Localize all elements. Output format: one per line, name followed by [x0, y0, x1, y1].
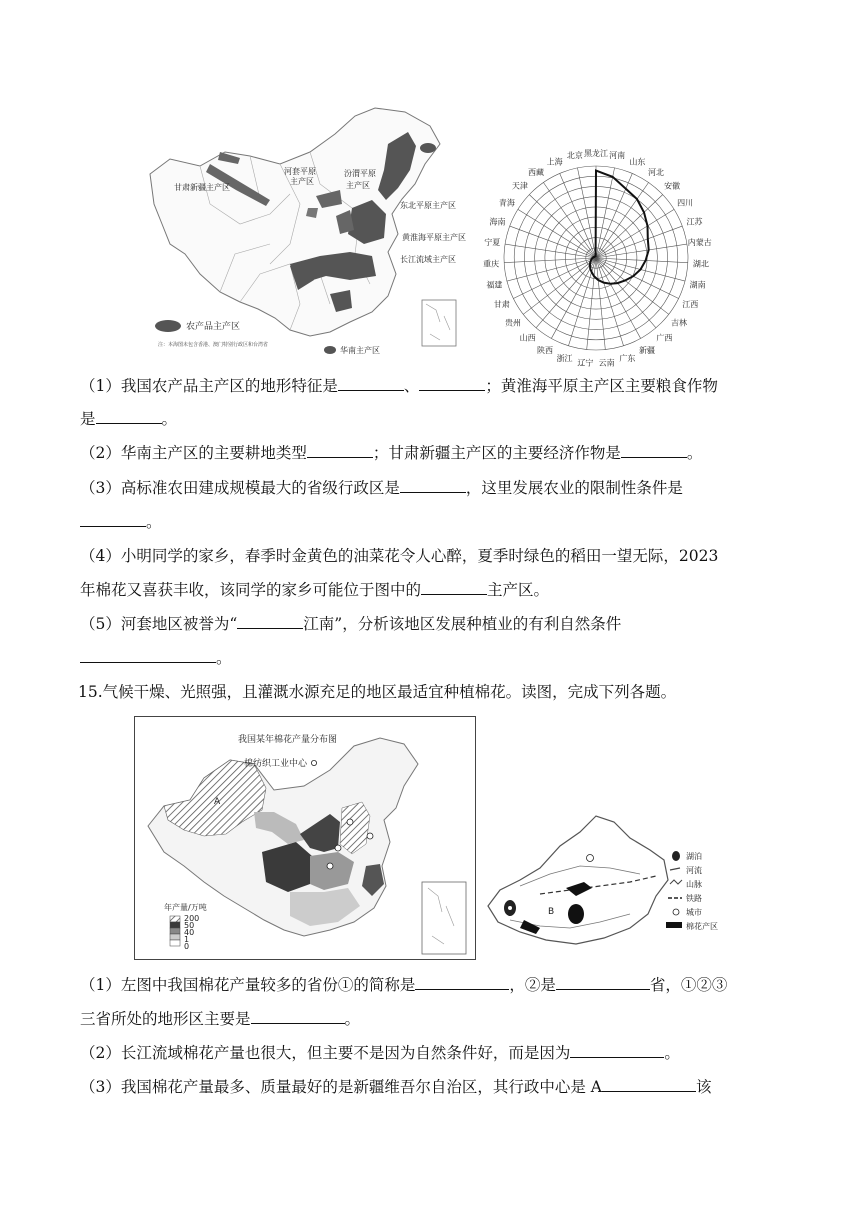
label-hetao-2: 主产区 — [290, 177, 314, 186]
cotton-center-label: 棉纺织工业中心 — [244, 759, 308, 769]
label-a: A — [214, 797, 221, 807]
blank-10[interactable] — [80, 648, 216, 663]
blank-8[interactable] — [421, 580, 487, 595]
xj-legend-mountain: 山脉 — [686, 880, 702, 889]
legend-title: 年产量/万吨 — [164, 903, 207, 912]
radar-spoke — [596, 258, 688, 263]
xj-legend-city: 城市 — [686, 908, 702, 917]
radar-spoke — [596, 173, 632, 258]
blank-5[interactable] — [621, 443, 687, 458]
q15-part2: （2）长江流域棉花产量也很大，但主要不是因为自然条件好，而是因为 。 — [80, 1044, 680, 1062]
legend-1: 1 — [184, 935, 190, 944]
radar-label: 天津 — [511, 181, 528, 191]
label-gansu-xinjiang: 甘肃新疆主产区 — [174, 183, 230, 192]
agri-regions-map — [140, 104, 480, 360]
radar-spoke — [596, 258, 624, 346]
radar-label: 黑龙江 — [584, 149, 608, 158]
legend-200: 200 — [184, 914, 200, 923]
q14-part3-line2: 。 — [80, 512, 162, 532]
radar-label: 宁夏 — [484, 238, 501, 248]
radar-label: 云南 — [598, 358, 615, 368]
radar-label: 广西 — [656, 333, 673, 343]
blank-11[interactable] — [415, 975, 509, 990]
radar-label: 陕西 — [537, 345, 554, 355]
q15-part3: （3）我国棉花产量最多、质量最好的是新疆维吾尔自治区，其行政中心是 A 该 — [80, 1078, 712, 1096]
radar-label: 甘肃 — [493, 300, 510, 310]
label-huanghuaihai: 黄淮海平原主产区 — [402, 233, 466, 242]
radar-label: 上海 — [546, 157, 563, 167]
radar-label: 西藏 — [528, 167, 545, 177]
legend-40: 40 — [184, 928, 195, 937]
radar-spoke — [596, 244, 687, 258]
region-hainan — [324, 346, 336, 354]
label-changjiang: 长江流域主产区 — [400, 255, 456, 264]
xinjiang-outline — [488, 816, 668, 944]
radar-spoke — [596, 195, 663, 258]
farmland-radar-chart — [474, 140, 718, 368]
radar-spoke — [505, 244, 596, 258]
blank-9[interactable] — [237, 614, 303, 629]
radar-spoke — [529, 195, 596, 258]
map-note: 注：本海图未包含香港、澳门特别行政区和台湾省 — [158, 342, 269, 348]
radar-label: 江西 — [682, 300, 699, 310]
cotton-map-title: 我国某年棉花产量分布图 — [238, 735, 338, 745]
q15-part1-line2: 三省所处的地形区主要是 。 — [80, 1010, 361, 1028]
radar-label: 重庆 — [483, 259, 500, 269]
blank-13[interactable] — [251, 1009, 345, 1024]
radar-label: 内蒙古 — [687, 238, 712, 248]
radar-label: 江苏 — [686, 217, 703, 227]
legend-50: 50 — [184, 921, 195, 930]
xj-legend-lake: 湖泊 — [686, 852, 702, 861]
blank-2[interactable] — [419, 376, 485, 391]
radar-spoke — [513, 258, 596, 299]
label-huanan: 华南主产区 — [340, 346, 380, 355]
radar-spoke — [523, 258, 596, 314]
blank-15[interactable] — [602, 1077, 696, 1092]
radar-label: 广东 — [619, 354, 636, 364]
cotton-production-map — [134, 716, 476, 960]
radar-spoke — [536, 258, 596, 328]
radar-label: 湖北 — [692, 259, 709, 269]
radar-label: 安徽 — [664, 181, 681, 191]
legend-0: 0 — [184, 942, 190, 951]
q14-part1-line1: （1）我国农产品主产区的地形特征是 、 ；黄淮海平原主产区主要粮食作物 — [80, 377, 718, 395]
radar-spoke — [507, 258, 596, 281]
radar-spoke — [560, 173, 596, 258]
label-dongbei: 东北平原主产区 — [400, 201, 456, 210]
xj-legend-river: 河流 — [686, 866, 702, 875]
radar-label: 海南 — [489, 217, 506, 227]
blank-12[interactable] — [556, 975, 650, 990]
legend-symbol — [155, 320, 181, 332]
radar-label: 浙江 — [556, 354, 573, 364]
q15-stem: 15.气候干燥、光照强，且灌溉水源充足的地区最适宜种植棉花。读图，完成下列各题。 — [78, 683, 677, 701]
blank-14[interactable] — [570, 1043, 664, 1058]
xj-legend-railway: 铁路 — [686, 894, 702, 903]
label-b: B — [548, 907, 555, 917]
xinjiang-map — [480, 810, 736, 960]
radar-label: 河北 — [647, 167, 664, 177]
q14-part4-line2: 年棉花又喜获丰收，该同学的家乡可能位于图中的 主产区。 — [80, 581, 550, 599]
radar-label: 青海 — [498, 198, 515, 208]
south-china-sea-inset-2 — [422, 882, 466, 954]
radar-label: 山东 — [629, 157, 646, 167]
blank-7[interactable] — [80, 512, 146, 527]
q14-part2: （2）华南主产区的主要耕地类型 ；甘肃新疆主产区的主要经济作物是 。 — [80, 444, 703, 462]
radar-label: 福建 — [486, 280, 503, 290]
radar-spoke — [596, 258, 656, 328]
cotton-area-3 — [568, 904, 584, 924]
label-fenwei-1: 汾渭平原 — [344, 169, 376, 178]
label-hetao-1: 河套平原 — [284, 167, 316, 176]
radar-label: 北京 — [566, 151, 583, 161]
blank-4[interactable] — [307, 443, 373, 458]
radar-label: 辽宁 — [577, 358, 594, 368]
blank-1[interactable] — [338, 376, 404, 391]
q14-part5-line1: （5）河套地区被誉为“ 江南”，分析该地区发展种植业的有利自然条件 — [80, 615, 622, 633]
q14-part5-line2: 。 — [80, 648, 232, 668]
radar-spoke — [504, 258, 596, 263]
q14-part4-line1: （4）小明同学的家乡，春季时金黄色的油菜花令人心醉，夏季时绿色的稻田一望无际，2023 — [80, 547, 719, 565]
blank-3[interactable] — [96, 409, 162, 424]
radar-label: 湖南 — [689, 280, 706, 290]
q15-part1-line1: （1）左图中我国棉花产量较多的省份①的简称是 ，②是 省，①②③ — [80, 976, 728, 994]
region-northeast-small — [420, 143, 436, 153]
blank-6[interactable] — [400, 478, 466, 493]
radar-label: 新疆 — [638, 345, 655, 355]
radar-label: 四川 — [677, 198, 694, 208]
radar-label: 贵州 — [504, 318, 521, 328]
radar-spoke — [596, 258, 679, 299]
radar-spoke — [596, 258, 669, 314]
radar-label: 吉林 — [671, 318, 688, 328]
radar-label: 河南 — [609, 151, 626, 161]
legend-label: 农产品主产区 — [186, 322, 241, 332]
q14-part3-line1: （3）高标准农田建成规模最大的省级行政区是 ，这里发展农业的限制性条件是 — [80, 479, 683, 497]
q14-part1-line2: 是 。 — [80, 410, 178, 428]
label-fenwei-2: 主产区 — [346, 181, 370, 190]
radar-label: 山西 — [519, 333, 536, 343]
xj-legend-cotton: 棉花产区 — [686, 922, 718, 931]
